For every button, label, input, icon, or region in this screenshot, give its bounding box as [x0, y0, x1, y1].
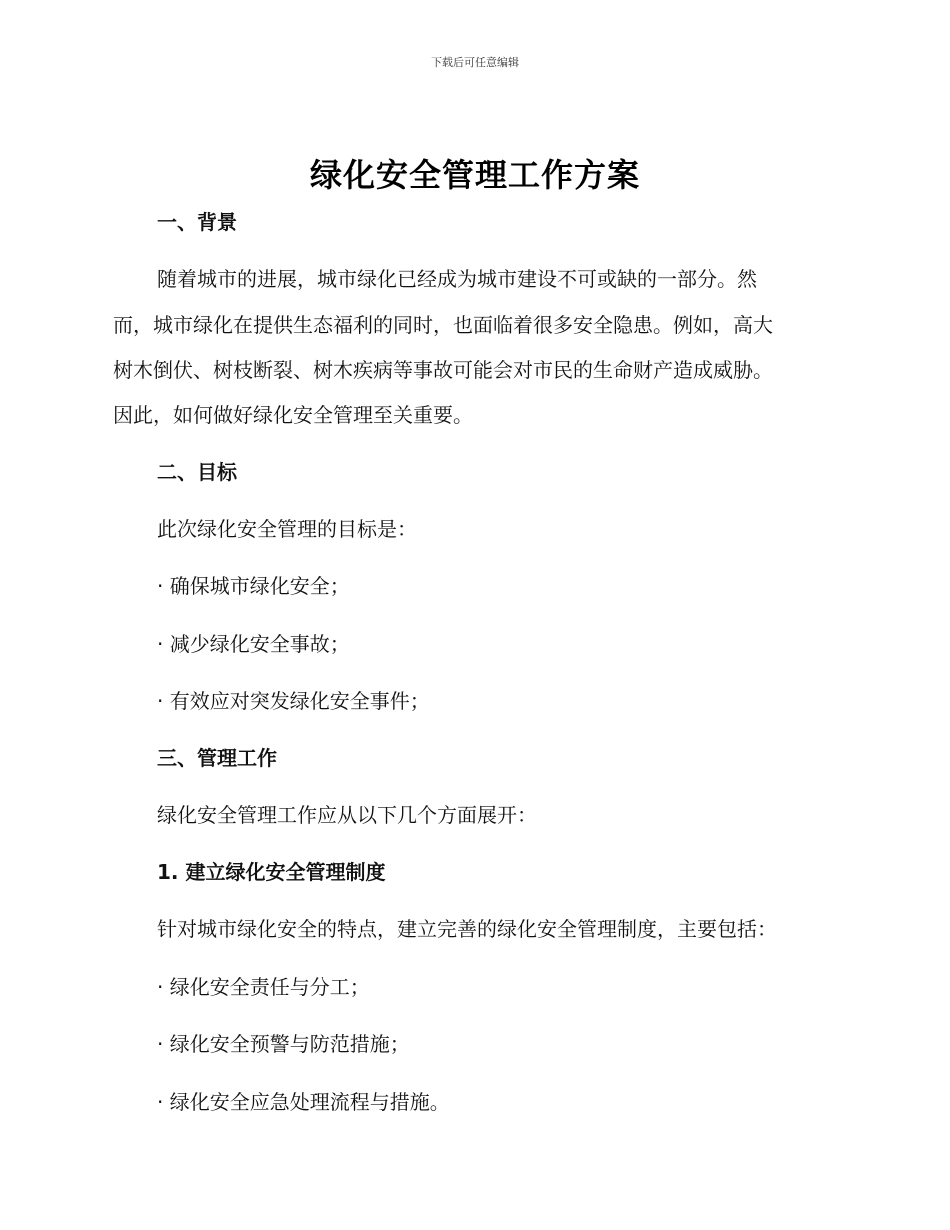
page-header: 下载后可任意编辑 [431, 56, 519, 69]
list-item: · 有效应对突发绿化安全事件； [157, 689, 430, 713]
section-heading-goals: 二、目标 [157, 460, 237, 484]
list-item: · 确保城市绿化安全； [157, 574, 350, 598]
list-item: · 绿化安全应急处理流程与措施。 [157, 1090, 450, 1114]
subsection-intro: 针对城市绿化安全的特点，建立完善的绿化安全管理制度，主要包括： [157, 917, 777, 941]
list-item: · 绿化安全预警与防范措施； [157, 1032, 410, 1056]
document-title: 绿化安全管理工作方案 [309, 156, 640, 194]
list-item: · 绿化安全责任与分工； [157, 975, 370, 999]
goals-intro: 此次绿化安全管理的目标是： [157, 517, 417, 541]
subsection-heading: 1. 建立绿化安全管理制度 [157, 860, 386, 884]
section-heading-work: 三、管理工作 [157, 746, 277, 770]
section-heading-background: 一、背景 [157, 210, 237, 234]
paragraph-line: 随着城市的进展，城市绿化已经成为城市建设不可或缺的一部分。然 [157, 267, 757, 291]
paragraph-line: 因此，如何做好绿化安全管理至关重要。 [113, 403, 473, 427]
work-intro: 绿化安全管理工作应从以下几个方面展开： [157, 803, 537, 827]
paragraph-line: 树木倒伏、树枝断裂、树木疾病等事故可能会对市民的生命财产造成威胁。 [113, 358, 773, 382]
paragraph-line: 而，城市绿化在提供生态福利的同时，也面临着很多安全隐患。例如，高大 [113, 313, 773, 337]
list-item: · 减少绿化安全事故； [157, 632, 350, 656]
